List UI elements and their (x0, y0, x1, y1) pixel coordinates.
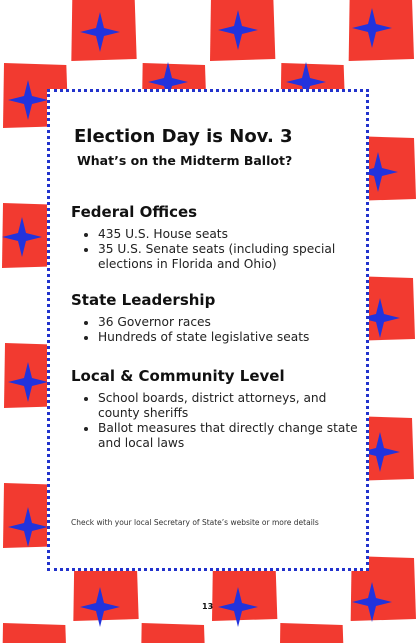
red-block (279, 623, 344, 643)
list-item: • School boards, district attorneys, and county sheriffs (98, 391, 361, 421)
list-item: • 435 U.S. House seats (98, 227, 361, 242)
page-title: Election Day is Nov. 3 (74, 126, 293, 147)
footnote: Check with your local Secretary of State’s website or more details (71, 518, 319, 527)
item-list (71, 391, 361, 451)
list-item: • Hundreds of state legislative seats (98, 330, 361, 345)
item-list (71, 227, 361, 272)
section-federal-offices (71, 203, 361, 272)
section-heading: Local & Community Level (71, 367, 285, 385)
list-item: • Ballot measures that directly change state and local laws (98, 421, 361, 451)
page-subtitle: What’s on the Midterm Ballot? (77, 153, 293, 168)
list-item: • 36 Governor races (98, 315, 361, 330)
page-number: 13 (202, 602, 214, 611)
section-state-leadership (71, 291, 361, 345)
section-heading: State Leadership (71, 291, 216, 309)
ballot-info-card (47, 89, 369, 571)
red-block (141, 623, 206, 643)
item-list (71, 315, 361, 345)
section-local-community (71, 367, 361, 451)
list-item: • 35 U.S. Senate seats (including special elections in Florida and Ohio) (98, 242, 361, 272)
section-heading: Federal Offices (71, 203, 198, 221)
red-block (2, 623, 67, 643)
